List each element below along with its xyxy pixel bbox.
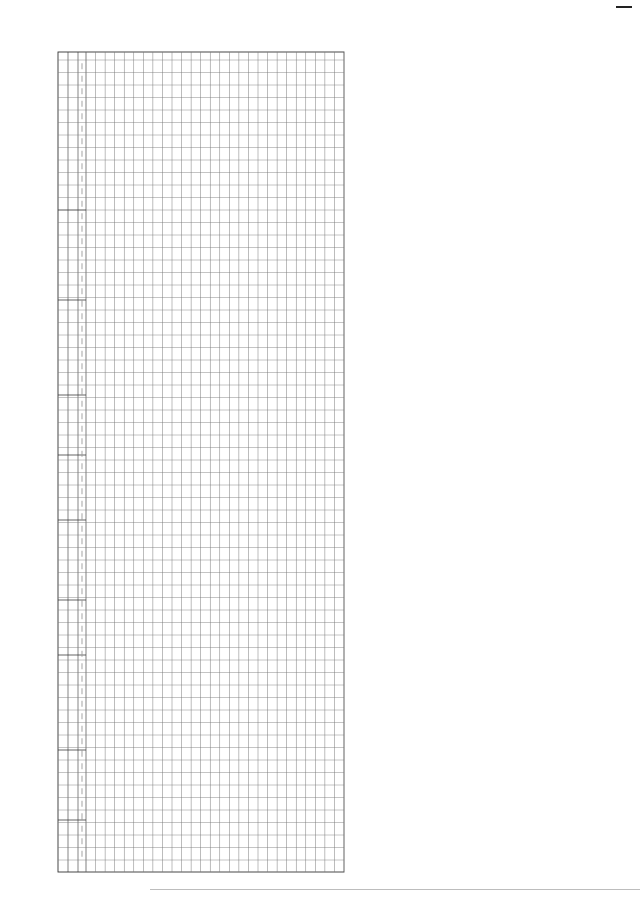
table-frame — [58, 52, 344, 872]
